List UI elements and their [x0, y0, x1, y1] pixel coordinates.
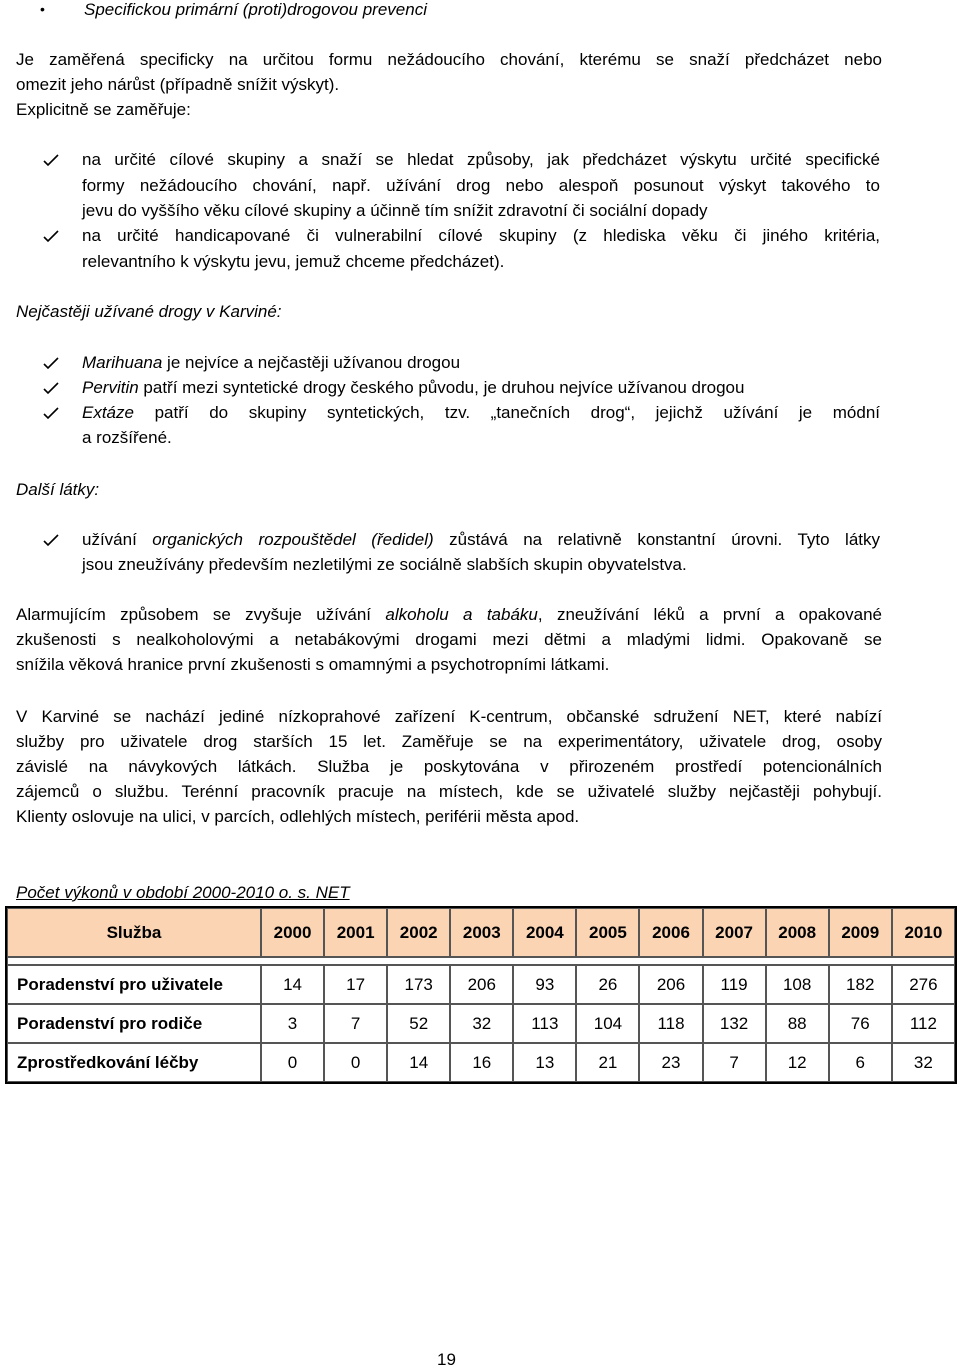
table-spacer	[7, 957, 955, 965]
header-year: 2004	[513, 908, 576, 957]
header-year: 2005	[576, 908, 639, 957]
row-label: Zprostředkování léčby	[7, 1043, 261, 1082]
drug-item-extaze	[82, 400, 880, 425]
drug-item-extaze-line-2: a rozšířené.	[82, 428, 172, 447]
drug-name: Extáze	[82, 403, 134, 422]
row-label: Poradenství pro uživatele	[7, 965, 261, 1004]
header-year: 2003	[450, 908, 513, 957]
bullet-icon: •	[40, 1, 45, 17]
drug-desc: patří mezi syntetické drogy českého původu, je druhou nejvíce užívanou drogou	[138, 378, 745, 397]
table-cell: 206	[450, 965, 513, 1004]
karvina-line-1: V Karviné se nachází jediné nízkoprahové zařízení K-centrum, občanské sdružení NET, které nabízí	[16, 707, 882, 726]
table-row	[7, 1004, 955, 1043]
table-cell: 12	[766, 1043, 829, 1082]
table-cell: 21	[576, 1043, 639, 1082]
table-cell: 119	[703, 965, 766, 1004]
table-cell: 52	[387, 1004, 450, 1043]
table-cell: 104	[576, 1004, 639, 1043]
checkmark-icon	[43, 350, 61, 375]
karvina-line-2: služby pro uživatele drog starších 15 let. Zaměřuje se na experimentátory, uživatele drog, osoby	[16, 732, 882, 751]
table-cell: 16	[450, 1043, 513, 1082]
other-item-line-2: jsou zneužívány především nezletilými ze sociálně slabších skupin obyvatelstva.	[82, 555, 687, 574]
table-cell: 93	[513, 965, 576, 1004]
checkmark-icon	[43, 527, 61, 552]
checkmark-icon	[43, 375, 61, 400]
table-cell: 108	[766, 965, 829, 1004]
drug-item-pervitin	[82, 375, 744, 400]
header-year: 2010	[892, 908, 955, 957]
table-cell: 6	[829, 1043, 892, 1082]
checkmark-icon	[43, 147, 61, 172]
header-label: Služba	[7, 908, 261, 957]
table-cell: 0	[261, 1043, 324, 1082]
alarm-line-1	[16, 602, 882, 627]
page-number: 19	[437, 1350, 456, 1369]
other-heading: Další látky:	[16, 480, 100, 499]
table-cell: 32	[892, 1043, 955, 1082]
table-cell: 26	[576, 965, 639, 1004]
other-item-em: organických rozpouštědel (ředidel)	[152, 530, 434, 549]
drugs-heading: Nejčastěji užívané drogy v Karviné:	[16, 302, 282, 321]
table-cell: 88	[766, 1004, 829, 1043]
top-bullet-text: Specifickou primární (proti)drogovou prevenci	[84, 0, 427, 19]
focus-item-1-line-3: jevu do vyššího věku cílové skupiny a účinně tím snížit zdravotní či sociální dopady	[82, 201, 708, 220]
header-year: 2001	[324, 908, 387, 957]
drug-name: Marihuana	[82, 353, 163, 372]
table-cell: 3	[261, 1004, 324, 1043]
drug-desc: je nejvíce a nejčastěji užívanou drogou	[162, 353, 461, 372]
table-cell: 7	[703, 1043, 766, 1082]
alarm-post: , zneužívání léků a první a opakované	[537, 605, 882, 624]
table-cell: 118	[639, 1004, 702, 1043]
table-cell: 14	[261, 965, 324, 1004]
alarm-pre: Alarmujícím způsobem se zvyšuje užívání	[16, 605, 386, 624]
header-year: 2007	[703, 908, 766, 957]
table-cell: 32	[450, 1004, 513, 1043]
karvina-line-5: Klienty oslovuje na ulici, v parcích, odlehlých místech, periférii města apod.	[16, 807, 580, 826]
focus-item-1-line-1: na určité cílové skupiny a snaží se hledat způsoby, jak předcházet výskytu určité specifické	[82, 150, 880, 169]
table-row	[7, 965, 955, 1004]
header-year: 2009	[829, 908, 892, 957]
drug-desc: patří do skupiny syntetických, tzv. „tanečních drog“, jejichž užívání je módní	[133, 403, 880, 422]
table-cell: 17	[324, 965, 387, 1004]
header-year: 2008	[766, 908, 829, 957]
table-cell: 0	[324, 1043, 387, 1082]
focus-item-2-line-2: relevantního k výskytu jevu, jemuž chceme předcházet).	[82, 252, 505, 271]
table-row	[7, 1043, 955, 1082]
intro-line-3: Explicitně se zaměřuje:	[16, 100, 191, 119]
table-cell: 112	[892, 1004, 955, 1043]
stats-table	[5, 906, 957, 1084]
other-item-pre: užívání	[82, 530, 153, 549]
table-cell: 182	[829, 965, 892, 1004]
spacer-cell	[7, 957, 955, 965]
table-cell: 14	[387, 1043, 450, 1082]
alarm-em: alkoholu a tabáku	[385, 605, 538, 624]
focus-item-2-line-1: na určité handicapované či vulnerabilní cílové skupiny (z hlediska věku či jiného kritéria,	[82, 226, 880, 245]
other-item-line-1	[82, 527, 880, 552]
table-cell: 76	[829, 1004, 892, 1043]
table-caption: Počet výkonů v období 2000-2010 o. s. NET	[16, 883, 350, 902]
drug-name: Pervitin	[82, 378, 139, 397]
header-year: 2002	[387, 908, 450, 957]
table-cell: 13	[513, 1043, 576, 1082]
drug-item-marihuana	[82, 350, 460, 375]
intro-line-1: Je zaměřená specificky na určitou formu nežádoucího chování, kterému se snaží předcházet nebo	[16, 50, 882, 69]
table-header-row	[7, 908, 955, 957]
focus-item-1-line-2: formy nežádoucího chování, např. užívání drog nebo alespoň posunout výskyt takového to	[82, 176, 880, 195]
header-year: 2006	[639, 908, 702, 957]
table-cell: 173	[387, 965, 450, 1004]
intro-line-2: omezit jeho nárůst (případně snížit výskyt).	[16, 75, 340, 94]
table-cell: 276	[892, 965, 955, 1004]
alarm-line-2: zkušenosti s nealkoholovými a netabákovými drogami mezi dětmi a mladými lidmi. Opakovaně se	[16, 630, 882, 649]
other-item-post: zůstává na relativně konstantní úrovni. Tyto látky	[433, 530, 880, 549]
header-year: 2000	[261, 908, 324, 957]
row-label: Poradenství pro rodiče	[7, 1004, 261, 1043]
table-cell: 113	[513, 1004, 576, 1043]
karvina-line-4: zájemců o službu. Terénní pracovník pracuje na místech, kde se uživatelé služby nejčastěji pohybují.	[16, 782, 882, 801]
table-cell: 132	[703, 1004, 766, 1043]
table-cell: 23	[639, 1043, 702, 1082]
karvina-line-3: závislé na návykových látkách. Služba je poskytována v přirozeném prostředí potencionálních	[16, 757, 882, 776]
alarm-line-3: snížila věková hranice první zkušenosti s omamnými a psychotropními látkami.	[16, 655, 610, 674]
table-cell: 7	[324, 1004, 387, 1043]
table-cell: 206	[639, 965, 702, 1004]
checkmark-icon	[43, 400, 61, 425]
checkmark-icon	[43, 223, 61, 248]
top-bullet-row	[0, 0, 960, 22]
